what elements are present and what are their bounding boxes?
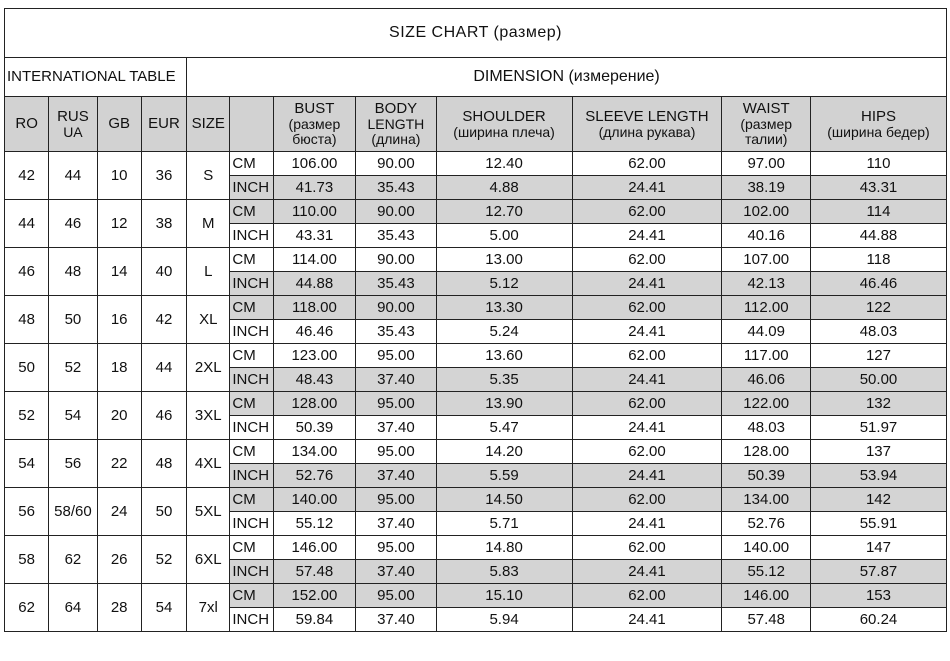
header-body-sub1: LENGTH [367,116,425,133]
header-sleeve-title: SLEEVE LENGTH [585,107,709,125]
shoulder-inch-cell: 5.71 [436,512,572,536]
unit-cm-label: CM [230,200,273,224]
eur-cell: 44 [141,344,186,392]
unit-inch-label: INCH [230,368,273,392]
shoulder-inch-cell: 5.47 [436,416,572,440]
size-cell: 7xl [187,584,230,632]
body-inch-cell: 37.40 [356,368,437,392]
gb-cell: 14 [97,248,141,296]
sleeve-cm-cell: 62.00 [572,200,722,224]
waist-cm-cell: 146.00 [722,584,811,608]
bust-inch-cell: 57.48 [273,560,356,584]
header-hips [810,97,946,152]
header-size: SIZE [187,97,230,152]
waist-inch-cell: 42.13 [722,272,811,296]
shoulder-cm-cell: 12.70 [436,200,572,224]
shoulder-inch-cell: 5.59 [436,464,572,488]
rus-ua-cell: 46 [49,200,97,248]
header-gb: GB [97,97,141,152]
bust-cm-cell: 110.00 [273,200,356,224]
bust-inch-cell: 44.88 [273,272,356,296]
bust-cm-cell: 123.00 [273,344,356,368]
bust-cm-cell: 114.00 [273,248,356,272]
shoulder-inch-cell: 5.35 [436,368,572,392]
bust-inch-cell: 59.84 [273,608,356,632]
body-inch-cell: 37.40 [356,512,437,536]
waist-cm-cell: 122.00 [722,392,811,416]
unit-inch-label: INCH [230,464,273,488]
unit-cm-label: CM [230,584,273,608]
gb-cell: 16 [97,296,141,344]
shoulder-cm-cell: 13.90 [436,392,572,416]
body-inch-cell: 37.40 [356,608,437,632]
header-bust-sub2: бюста) [292,130,337,147]
waist-cm-cell: 128.00 [722,440,811,464]
bust-inch-cell: 52.76 [273,464,356,488]
bust-cm-cell: 118.00 [273,296,356,320]
hips-inch-cell: 57.87 [810,560,946,584]
dimension-label: DIMENSION (измерение) [187,58,947,97]
body-inch-cell: 35.43 [356,224,437,248]
gb-cell: 12 [97,200,141,248]
eur-cell: 50 [141,488,186,536]
international-table-label: INTERNATIONAL TABLE [5,58,187,97]
size-chart-table [4,8,947,632]
header-bust [273,97,356,152]
table-row [5,152,947,176]
gb-cell: 26 [97,536,141,584]
hips-cm-cell: 114 [810,200,946,224]
header-waist-sub1: (размер [740,116,793,133]
bust-cm-cell: 146.00 [273,536,356,560]
bust-cm-cell: 152.00 [273,584,356,608]
sleeve-inch-cell: 24.41 [572,368,722,392]
waist-inch-cell: 40.16 [722,224,811,248]
sleeve-inch-cell: 24.41 [572,560,722,584]
eur-cell: 36 [141,152,186,200]
shoulder-inch-cell: 5.00 [436,224,572,248]
bust-inch-cell: 50.39 [273,416,356,440]
body-cm-cell: 90.00 [356,200,437,224]
gb-cell: 22 [97,440,141,488]
header-body-sub2: (длина) [371,130,421,147]
sleeve-inch-cell: 24.41 [572,416,722,440]
sleeve-cm-cell: 62.00 [572,152,722,176]
rus-ua-cell: 52 [49,344,97,392]
hips-inch-cell: 50.00 [810,368,946,392]
body-cm-cell: 95.00 [356,392,437,416]
header-bust-title: BUST [294,100,335,118]
table-row [5,344,947,368]
size-cell: M [187,200,230,248]
hips-inch-cell: 60.24 [810,608,946,632]
table-row [5,296,947,320]
table-row [5,200,947,224]
shoulder-cm-cell: 13.30 [436,296,572,320]
size-cell: 3XL [187,392,230,440]
shoulder-cm-cell: 13.60 [436,344,572,368]
sleeve-cm-cell: 62.00 [572,392,722,416]
hips-cm-cell: 137 [810,440,946,464]
unit-inch-label: INCH [230,176,273,200]
header-shoulder-title: SHOULDER [462,107,546,125]
waist-cm-cell: 134.00 [722,488,811,512]
eur-cell: 40 [141,248,186,296]
waist-cm-cell: 112.00 [722,296,811,320]
bust-inch-cell: 48.43 [273,368,356,392]
table-row [5,248,947,272]
rus-ua-cell: 54 [49,392,97,440]
shoulder-cm-cell: 15.10 [436,584,572,608]
unit-inch-label: INCH [230,224,273,248]
shoulder-inch-cell: 4.88 [436,176,572,200]
bust-cm-cell: 134.00 [273,440,356,464]
hips-inch-cell: 46.46 [810,272,946,296]
shoulder-cm-cell: 14.80 [436,536,572,560]
bust-inch-cell: 46.46 [273,320,356,344]
sleeve-inch-cell: 24.41 [572,608,722,632]
body-inch-cell: 35.43 [356,176,437,200]
waist-inch-cell: 50.39 [722,464,811,488]
rus-ua-cell: 58/60 [49,488,97,536]
size-cell: 5XL [187,488,230,536]
column-header-row [5,97,947,152]
body-cm-cell: 90.00 [356,296,437,320]
size-cell: S [187,152,230,200]
table-row [5,536,947,560]
size-cell: 2XL [187,344,230,392]
body-inch-cell: 37.40 [356,464,437,488]
gb-cell: 20 [97,392,141,440]
ro-cell: 46 [5,248,49,296]
waist-cm-cell: 97.00 [722,152,811,176]
table-row [5,488,947,512]
shoulder-inch-cell: 5.24 [436,320,572,344]
hips-cm-cell: 118 [810,248,946,272]
header-rus-line2: UA [63,123,83,140]
body-cm-cell: 95.00 [356,584,437,608]
hips-cm-cell: 127 [810,344,946,368]
bust-inch-cell: 55.12 [273,512,356,536]
hips-cm-cell: 132 [810,392,946,416]
table-row [5,584,947,608]
body-inch-cell: 35.43 [356,272,437,296]
eur-cell: 48 [141,440,186,488]
header-waist [722,97,811,152]
hips-inch-cell: 55.91 [810,512,946,536]
unit-inch-label: INCH [230,608,273,632]
unit-cm-label: CM [230,392,273,416]
unit-cm-label: CM [230,152,273,176]
table-row [5,392,947,416]
hips-inch-cell: 51.97 [810,416,946,440]
unit-cm-label: CM [230,536,273,560]
ro-cell: 52 [5,392,49,440]
header-shoulder-sub: (ширина плеча) [453,123,555,140]
waist-inch-cell: 52.76 [722,512,811,536]
ro-cell: 48 [5,296,49,344]
eur-cell: 54 [141,584,186,632]
bust-cm-cell: 128.00 [273,392,356,416]
header-waist-title: WAIST [742,100,790,118]
hips-cm-cell: 142 [810,488,946,512]
eur-cell: 42 [141,296,186,344]
unit-cm-label: CM [230,488,273,512]
ro-cell: 42 [5,152,49,200]
ro-cell: 54 [5,440,49,488]
ro-cell: 58 [5,536,49,584]
header-rus [49,97,97,152]
header-hips-title: HIPS [860,107,896,125]
sleeve-inch-cell: 24.41 [572,224,722,248]
hips-cm-cell: 153 [810,584,946,608]
waist-inch-cell: 57.48 [722,608,811,632]
rus-ua-cell: 64 [49,584,97,632]
rus-ua-cell: 50 [49,296,97,344]
ro-cell: 62 [5,584,49,632]
gb-cell: 28 [97,584,141,632]
header-eur: EUR [141,97,186,152]
sleeve-inch-cell: 24.41 [572,320,722,344]
body-inch-cell: 37.40 [356,416,437,440]
bust-cm-cell: 106.00 [273,152,356,176]
unit-cm-label: CM [230,248,273,272]
sleeve-cm-cell: 62.00 [572,488,722,512]
sleeve-cm-cell: 62.00 [572,248,722,272]
unit-cm-label: CM [230,296,273,320]
waist-cm-cell: 102.00 [722,200,811,224]
ro-cell: 56 [5,488,49,536]
body-cm-cell: 95.00 [356,536,437,560]
waist-cm-cell: 140.00 [722,536,811,560]
header-unit [230,97,273,152]
waist-cm-cell: 117.00 [722,344,811,368]
body-cm-cell: 95.00 [356,344,437,368]
unit-inch-label: INCH [230,320,273,344]
waist-inch-cell: 48.03 [722,416,811,440]
sleeve-inch-cell: 24.41 [572,512,722,536]
header-sleeve-sub: (длина рукава) [598,123,696,140]
hips-inch-cell: 44.88 [810,224,946,248]
chart-title: SIZE CHART (размер) [5,9,947,58]
header-body-title: BODY [374,100,418,118]
size-cell: 4XL [187,440,230,488]
bust-cm-cell: 140.00 [273,488,356,512]
rus-ua-cell: 62 [49,536,97,584]
header-ro: RO [5,97,49,152]
ro-cell: 50 [5,344,49,392]
header-rus-line1: RUS [57,107,89,125]
header-body-length [356,97,437,152]
hips-inch-cell: 53.94 [810,464,946,488]
unit-cm-label: CM [230,440,273,464]
waist-cm-cell: 107.00 [722,248,811,272]
sleeve-cm-cell: 62.00 [572,584,722,608]
waist-inch-cell: 55.12 [722,560,811,584]
gb-cell: 10 [97,152,141,200]
sleeve-cm-cell: 62.00 [572,296,722,320]
size-cell: XL [187,296,230,344]
header-sleeve-length [572,97,722,152]
waist-inch-cell: 44.09 [722,320,811,344]
shoulder-inch-cell: 5.94 [436,608,572,632]
unit-cm-label: CM [230,344,273,368]
bust-inch-cell: 43.31 [273,224,356,248]
rus-ua-cell: 48 [49,248,97,296]
eur-cell: 52 [141,536,186,584]
unit-inch-label: INCH [230,512,273,536]
table-row [5,440,947,464]
eur-cell: 38 [141,200,186,248]
unit-inch-label: INCH [230,416,273,440]
sleeve-inch-cell: 24.41 [572,176,722,200]
shoulder-cm-cell: 14.50 [436,488,572,512]
body-cm-cell: 90.00 [356,248,437,272]
body-cm-cell: 95.00 [356,440,437,464]
hips-cm-cell: 147 [810,536,946,560]
sleeve-cm-cell: 62.00 [572,440,722,464]
size-cell: 6XL [187,536,230,584]
hips-inch-cell: 48.03 [810,320,946,344]
body-cm-cell: 90.00 [356,152,437,176]
shoulder-inch-cell: 5.83 [436,560,572,584]
unit-inch-label: INCH [230,272,273,296]
eur-cell: 46 [141,392,186,440]
shoulder-cm-cell: 14.20 [436,440,572,464]
body-inch-cell: 35.43 [356,320,437,344]
shoulder-cm-cell: 12.40 [436,152,572,176]
gb-cell: 18 [97,344,141,392]
hips-cm-cell: 122 [810,296,946,320]
ro-cell: 44 [5,200,49,248]
header-bust-sub1: (размер [288,116,341,133]
sleeve-cm-cell: 62.00 [572,344,722,368]
hips-inch-cell: 43.31 [810,176,946,200]
shoulder-cm-cell: 13.00 [436,248,572,272]
bust-inch-cell: 41.73 [273,176,356,200]
header-shoulder [436,97,572,152]
sleeve-inch-cell: 24.41 [572,272,722,296]
waist-inch-cell: 46.06 [722,368,811,392]
rus-ua-cell: 56 [49,440,97,488]
size-cell: L [187,248,230,296]
header-hips-sub: (ширина бедер) [827,123,930,140]
body-inch-cell: 37.40 [356,560,437,584]
shoulder-inch-cell: 5.12 [436,272,572,296]
hips-cm-cell: 110 [810,152,946,176]
gb-cell: 24 [97,488,141,536]
sleeve-cm-cell: 62.00 [572,536,722,560]
waist-inch-cell: 38.19 [722,176,811,200]
body-cm-cell: 95.00 [356,488,437,512]
header-waist-sub2: талии) [744,130,788,147]
sleeve-inch-cell: 24.41 [572,464,722,488]
unit-inch-label: INCH [230,560,273,584]
rus-ua-cell: 44 [49,152,97,200]
